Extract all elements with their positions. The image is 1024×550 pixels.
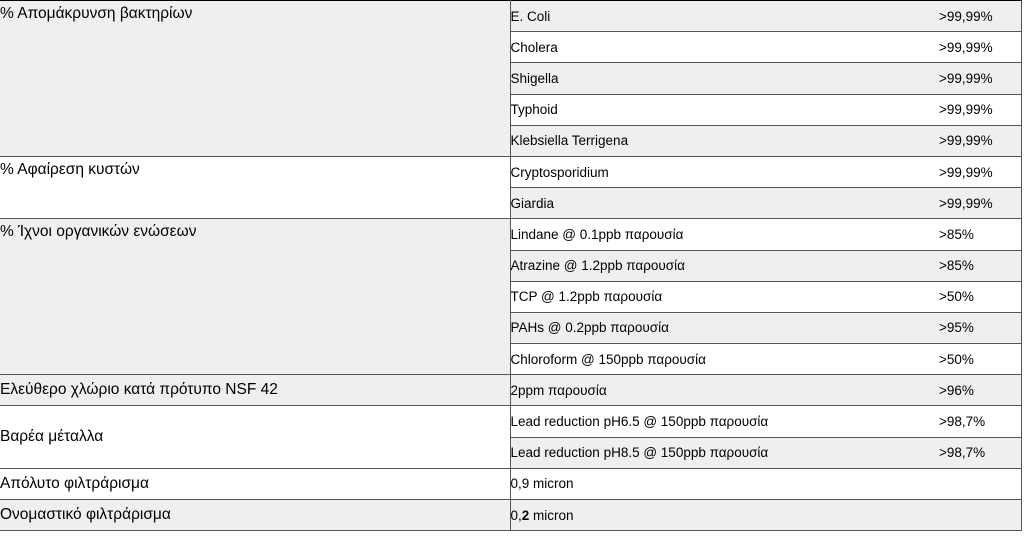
item-label: TCP @ 1.2ppb παρουσία [510,281,939,312]
item-label: Typhoid [510,94,939,125]
item-value: >50% [939,344,1022,375]
item-label: Lindane @ 0.1ppb παρουσία [510,219,939,250]
table-row [0,406,1022,437]
category-nominal-filtration: Ονομαστικό φιλτράρισμα [0,500,510,531]
item-label: Shigella [510,63,939,94]
item-value: >96% [939,375,1022,406]
value-prefix: 0,9 [510,476,530,492]
item-value: >98,7% [939,437,1022,468]
item-label: Lead reduction pH8.5 @ 150ppb παρουσία [510,437,939,468]
item-value: >99,99% [939,1,1022,32]
category-heavy-metals: Βαρέα μέταλλα [0,406,510,468]
item-label: Lead reduction pH6.5 @ 150ppb παρουσία [510,406,939,437]
nominal-filtration-value [510,500,1022,531]
table-row [0,156,1022,187]
table-row [0,375,1022,406]
item-label: Chloroform @ 150ppb παρουσία [510,344,939,375]
table-row [0,500,1022,531]
item-value: >99,99% [939,94,1022,125]
category-bacteria-removal: % Απομάκρυνση βακτηρίων [0,1,510,157]
value-suffix: micron [529,507,574,523]
item-value: >99,99% [939,125,1022,156]
item-label: PAHs @ 0.2ppb παρουσία [510,312,939,343]
table-row [0,219,1022,250]
item-label: Giardia [510,188,939,219]
item-value: >85% [939,219,1022,250]
item-value: >99,99% [939,63,1022,94]
item-label: Cryptosporidium [510,156,939,187]
item-label: Atrazine @ 1.2ppb παρουσία [510,250,939,281]
item-value: >50% [939,281,1022,312]
item-label: Klebsiella Terrigena [510,125,939,156]
item-value: >98,7% [939,406,1022,437]
absolute-filtration-value [510,468,1022,499]
item-value: >85% [939,250,1022,281]
category-cyst-removal: % Αφαίρεση κυστών [0,156,510,218]
item-value: >99,99% [939,188,1022,219]
item-label: Cholera [510,32,939,63]
item-label: E. Coli [510,1,939,32]
category-absolute-filtration: Απόλυτο φιλτράρισμα [0,468,510,499]
category-organic-compounds: % Ίχνοι οργανικών ενώσεων [0,219,510,375]
value-prefix: 0, [510,507,522,523]
value-bold: 2 [521,507,530,523]
table-row [0,1,1022,32]
value-suffix: micron [529,476,574,492]
item-value: >99,99% [939,32,1022,63]
item-value: >99,99% [939,156,1022,187]
category-free-chlorine: Ελεύθερο χλώριο κατά πρότυπο NSF 42 [0,375,510,406]
table-row [0,468,1022,499]
item-value: >95% [939,312,1022,343]
item-label: 2ppm παρουσία [510,375,939,406]
